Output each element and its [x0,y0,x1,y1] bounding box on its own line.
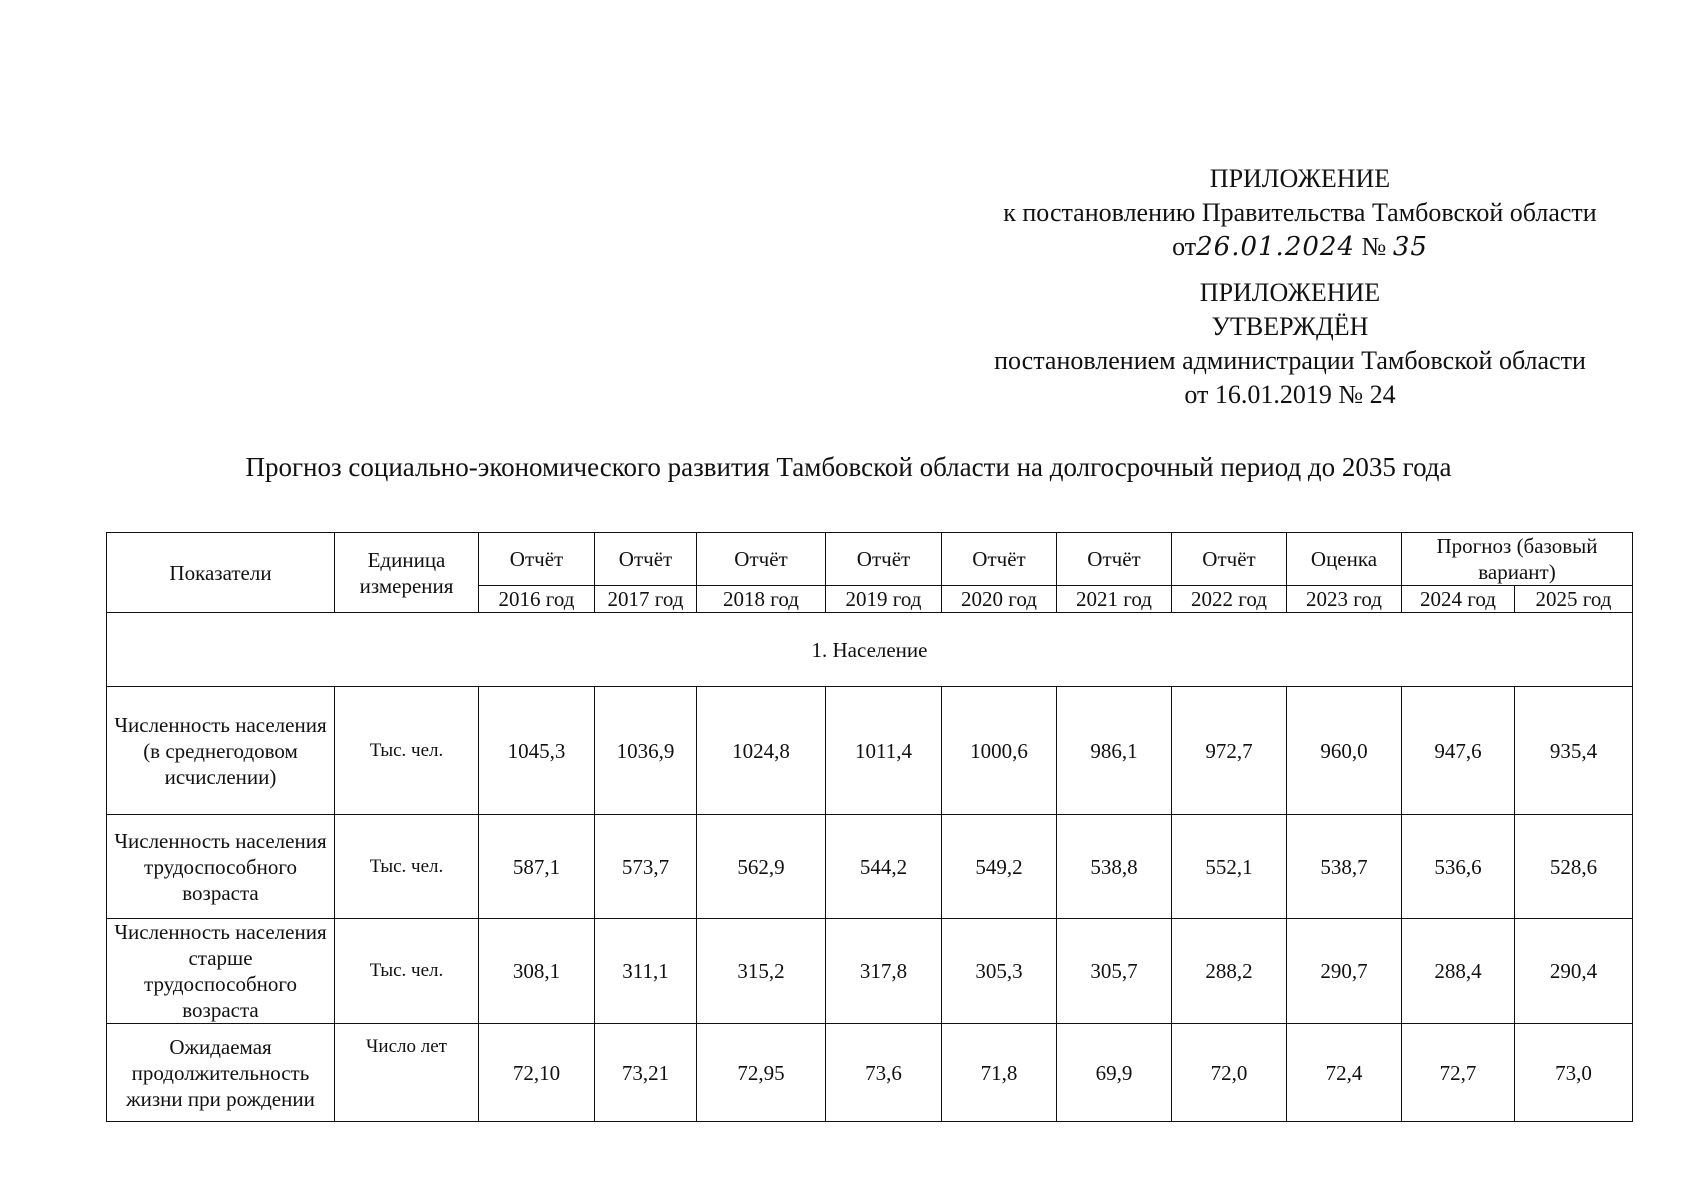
value-cell: 573,7 [595,815,697,919]
table-row [107,687,1633,815]
value-cell: 538,7 [1287,815,1402,919]
value-cell: 290,4 [1515,919,1633,1024]
value-cell: 538,8 [1057,815,1172,919]
year-header: 2019 год [826,586,942,613]
forecast-table [106,532,1633,1122]
handwritten-date: 26.01.2024 [1196,232,1355,262]
handwritten-number: 35 [1392,232,1428,262]
type-header: Отчёт [826,533,942,586]
value-cell: 73,6 [826,1024,942,1122]
year-header: 2024 год [1402,586,1515,613]
appendix-label: ПРИЛОЖЕНИЕ [1209,164,1391,193]
approval-header-new [940,162,1660,264]
value-cell: 536,6 [1402,815,1515,919]
indicator-name: Численность населения трудоспособного возраста [107,815,335,919]
value-cell: 986,1 [1057,687,1172,815]
year-header: 2022 год [1172,586,1287,613]
value-cell: 73,21 [595,1024,697,1122]
value-cell: 528,6 [1515,815,1633,919]
unit-header: Единица измерения [335,533,479,613]
forecast-header: Прогноз (базовый вариант) [1402,533,1633,586]
value-cell: 935,4 [1515,687,1633,815]
value-cell: 947,6 [1402,687,1515,815]
document-title: Прогноз социально-экономического развития Тамбовской области на долгосрочный период до 2035 года [245,452,1452,482]
table-row [107,919,1633,1024]
year-header: 2020 год [942,586,1057,613]
value-cell: 311,1 [595,919,697,1024]
appendix-label-old: ПРИЛОЖЕНИЕ [1199,278,1381,307]
old-decree-date: от 16.01.2019 № 24 [1184,380,1396,409]
value-cell: 72,7 [1402,1024,1515,1122]
value-cell: 317,8 [826,919,942,1024]
value-cell: 305,3 [942,919,1057,1024]
table-row [107,815,1633,919]
value-cell: 1036,9 [595,687,697,815]
indicator-name: Численность населения (в среднегодовом исчислении) [107,687,335,815]
value-cell: 960,0 [1287,687,1402,815]
year-header: 2021 год [1057,586,1172,613]
unit-cell: Тыс. чел. [335,815,479,919]
type-header: Отчёт [595,533,697,586]
value-cell: 290,7 [1287,919,1402,1024]
value-cell: 288,2 [1172,919,1287,1024]
value-cell: 552,1 [1172,815,1287,919]
value-cell: 305,7 [1057,919,1172,1024]
decree-date-line [940,230,1660,264]
header-row-types [107,533,1633,586]
value-cell: 69,9 [1057,1024,1172,1122]
value-cell: 288,4 [1402,919,1515,1024]
year-header: 2025 год [1515,586,1633,613]
value-cell: 73,0 [1515,1024,1633,1122]
year-header: 2018 год [697,586,826,613]
type-header: Отчёт [479,533,595,586]
unit-cell: Число лет [335,1024,479,1122]
value-cell: 72,0 [1172,1024,1287,1122]
date-prefix: от [1172,232,1197,261]
value-cell: 71,8 [942,1024,1057,1122]
value-cell: 544,2 [826,815,942,919]
indicator-header: Показатели [107,533,335,613]
year-header: 2016 год [479,586,595,613]
approval-header-old [930,276,1650,412]
approved-label: УТВЕРЖДЁН [1211,312,1369,341]
type-header: Отчёт [942,533,1057,586]
section-title: 1. Население [107,613,1633,687]
value-cell: 72,4 [1287,1024,1402,1122]
value-cell: 549,2 [942,815,1057,919]
decree-reference: к постановлению Правительства Тамбовской области [1003,198,1597,227]
value-cell: 1000,6 [942,687,1057,815]
year-header: 2023 год [1287,586,1402,613]
value-cell: 1011,4 [826,687,942,815]
value-cell: 562,9 [697,815,826,919]
old-decree-reference: постановлением администрации Тамбовской области [994,346,1586,375]
type-header: Отчёт [1172,533,1287,586]
indicator-name: Ожидаемая продолжительность жизни при рождении [107,1024,335,1122]
unit-cell: Тыс. чел. [335,687,479,815]
table-row [107,1024,1633,1122]
type-header: Отчёт [697,533,826,586]
value-cell: 315,2 [697,919,826,1024]
section-row [107,613,1633,687]
type-header: Оценка [1287,533,1402,586]
value-cell: 1024,8 [697,687,826,815]
value-cell: 308,1 [479,919,595,1024]
unit-cell: Тыс. чел. [335,919,479,1024]
value-cell: 972,7 [1172,687,1287,815]
year-header: 2017 год [595,586,697,613]
value-cell: 72,95 [697,1024,826,1122]
indicator-name: Численность населения старше трудоспособного возраста [107,919,335,1024]
value-cell: 587,1 [479,815,595,919]
type-header: Отчёт [1057,533,1172,586]
number-prefix: № [1361,232,1387,261]
value-cell: 72,10 [479,1024,595,1122]
value-cell: 1045,3 [479,687,595,815]
